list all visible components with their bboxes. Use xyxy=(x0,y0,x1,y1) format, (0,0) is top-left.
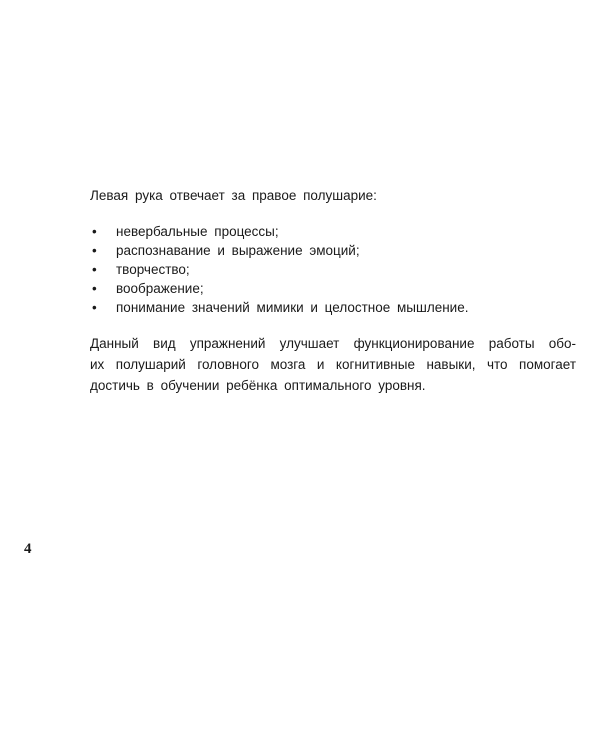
page-number: 4 xyxy=(24,541,32,557)
paragraph-line: их полушарий головного мозга и когнитивные навыки, что помогает xyxy=(90,357,576,372)
list-item-text: понимание значений мимики и целостное мышление. xyxy=(116,300,469,315)
list-item xyxy=(92,260,532,279)
list-item xyxy=(92,222,532,241)
bullet-icon: • xyxy=(92,262,97,277)
list-item xyxy=(92,279,532,298)
bullet-icon: • xyxy=(92,224,97,239)
paragraph-line: достичь в обучении ребёнка оптимального уровня. xyxy=(90,378,426,393)
list-item xyxy=(92,241,532,260)
list-item-text: творчество; xyxy=(116,262,190,277)
list-item-text: воображение; xyxy=(116,281,204,296)
intro-text: Левая рука отвечает за правое полушарие: xyxy=(90,188,377,203)
list-item-text: распознавание и выражение эмоций; xyxy=(116,243,360,258)
bullet-icon: • xyxy=(92,281,97,296)
list-item-text: невербальные процессы; xyxy=(116,224,279,239)
bullet-icon: • xyxy=(92,243,97,258)
list-item xyxy=(92,298,532,317)
body-paragraph xyxy=(90,333,576,396)
bullet-list xyxy=(92,222,532,317)
bullet-icon: • xyxy=(92,300,97,315)
paragraph-line: Данный вид упражнений улучшает функционирование работы обо- xyxy=(90,336,576,351)
